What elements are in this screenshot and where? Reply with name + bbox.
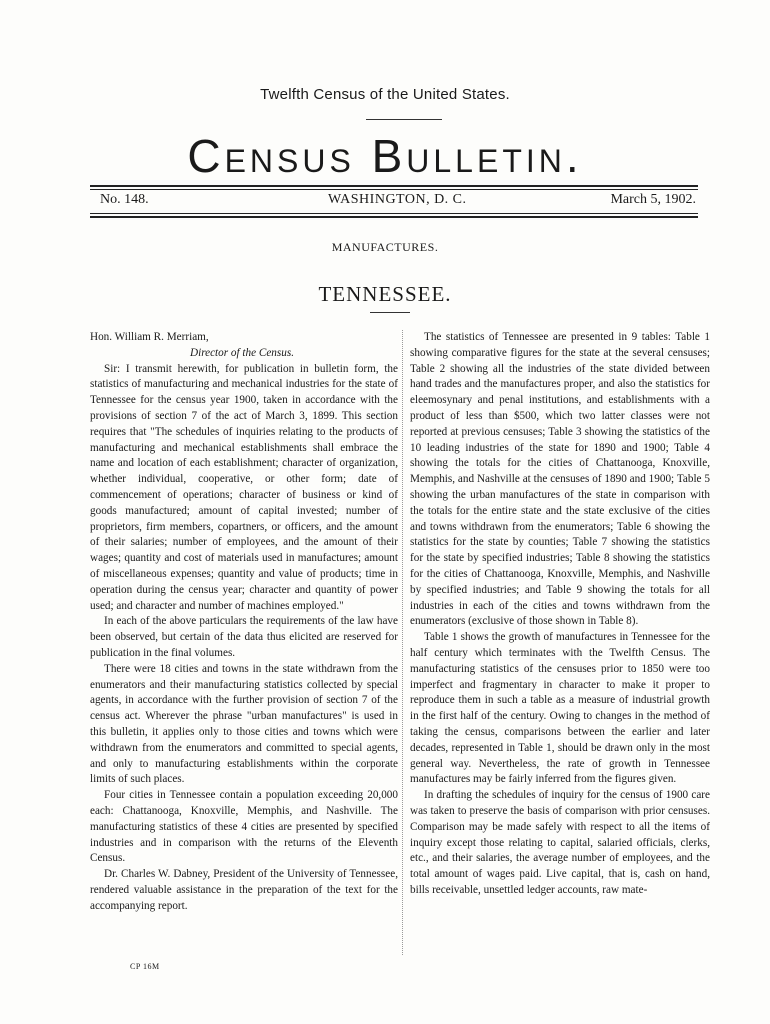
- paragraph: Dr. Charles W. Dabney, President of the University of Tennessee, rendered valuable assistance in the preparation of the text for the accompanying report.: [90, 868, 398, 912]
- title-rule: [366, 119, 442, 120]
- paragraph: Table 1 shows the growth of manufactures in Tennessee for the half century which terminates with the Twelfth Census. The manufacturing statistics of the censuses prior to 1850 were too imperfect and fragmentary in character to make it proper to reproduce them in such a table as a measure of industrial growth in the first half of the century. Owing to changes in the method of taking the census, comparisons between the earlier and later decades, represented in Table 1, should be drawn only in the most general way. Nevertheless, the rate of growth in Tennessee manufactures may be fairly inferred from the figures given.: [410, 631, 710, 786]
- masthead-rule-bottom: [90, 213, 698, 218]
- paragraph: In drafting the schedules of inquiry for the census of 1900 care was taken to preserve the basis of comparison with prior censuses. Comparison may be made safely with respect to all the items of inquiry except those relating to capital, salaried officials, clerks, etc., and their salaries, the average number of employees, and the total amount of wages paid. Live capital, that is, cash on hand, bills receivable, unsettled ledger accounts, raw mate-: [410, 789, 710, 896]
- issue-line: [100, 192, 696, 210]
- state-heading: TENNESSEE.: [318, 282, 452, 306]
- right-column: [410, 330, 710, 899]
- printer-mark: CP 16M: [130, 962, 160, 971]
- paragraph: In each of the above particulars the requirements of the law have been observed, but certain of the data thus elicited are reserved for publication in the final volumes.: [90, 615, 398, 659]
- paragraph: Sir: I transmit herewith, for publication in bulletin form, the statistics of manufacturing and mechanical industries for the state of Tennessee for the census year 1900, taken in accordance with the provisions of section 7 of the act of March 3, 1899. This section requires that "The schedules of inquiries relating to the products of manufacturing and mechanical establishments shall embrace the name and location of each establishment; character of organization, whether individual, cooperative, or other form; date of commencement of operations; character of business or kind of goods manufactured; amount of capital invested; number of proprietors, firm members, copartners, or officers, and the amount of their salaries; number of employees, and the amount of their wages; quantity and cost of materials used in manufactures; amount of miscellaneous expenses; quantity and value of products; time in operation during the census year; character and quantity of power used; and character and number of machines employed.": [90, 362, 398, 612]
- issue-number: No. 148.: [100, 192, 149, 207]
- issue-place: WASHINGTON, D. C.: [328, 192, 467, 207]
- masthead-title: Census Bulletin.: [187, 130, 583, 182]
- state-rule: [370, 312, 410, 313]
- left-column: [90, 330, 398, 914]
- column-divider: [402, 330, 403, 955]
- salutation-name: Hon. William R. Merriam,: [90, 331, 209, 343]
- salutation-title: Director of the Census.: [190, 346, 294, 359]
- census-supertitle: Twelfth Census of the United States.: [260, 86, 510, 103]
- paragraph: Four cities in Tennessee contain a population exceeding 20,000 each: Chattanooga, Knoxville, Memphis, and Nashville. The manufacturing statistics of these 4 cities are presented by specified industries and in comparison with the returns of the Eleventh Census.: [90, 789, 398, 865]
- paragraph: The statistics of Tennessee are presented in 9 tables: Table 1 showing comparative figures for the state at the several censuses; Table 2 showing all the industries of the state divided between hand trades and the manufactures proper, and also the statistics for eleemosynary and penal institutions, and establishments with a product of less than $500, which two latter classes were not reported at previous censuses; Table 3 showing the statistics of the 10 leading industries of the state for 1890 and 1900; Table 4 showing the totals for the cities of Chattanooga, Knoxville, Memphis, and Nashville at the censuses of 1890 and 1900; Table 5 showing the urban manufactures of the state in comparison with the totals for the entire state and the state exclusive of the cities and towns withdrawn from the enumerators; Table 6 showing the statistics for the state by counties; Table 7 showing the statistics for the state by specified industries; Table 8 showing the statistics for the cities of Chattanooga, Knoxville, Memphis, and Nashville by specified industries; and Table 9 showing the totals for all industries in each of the cities and towns withdrawn from the enumerators (exclusive of those shown in Table 8).: [410, 331, 710, 628]
- issue-date: March 5, 1902.: [610, 192, 696, 207]
- section-heading: MANUFACTURES.: [331, 240, 439, 254]
- paragraph: There were 18 cities and towns in the state withdrawn from the enumerators and their manufacturing statistics collected by special agents, in accordance with the further provision of section 7 of the census act. Wherever the phrase "urban manufactures" is used in this bulletin, it applies only to those cities and towns which were withdrawn from the enumerators and committed to special agents, and only to manufacturing establishments within the corporate limits of such places.: [90, 662, 398, 786]
- masthead-rule-top: [90, 185, 698, 190]
